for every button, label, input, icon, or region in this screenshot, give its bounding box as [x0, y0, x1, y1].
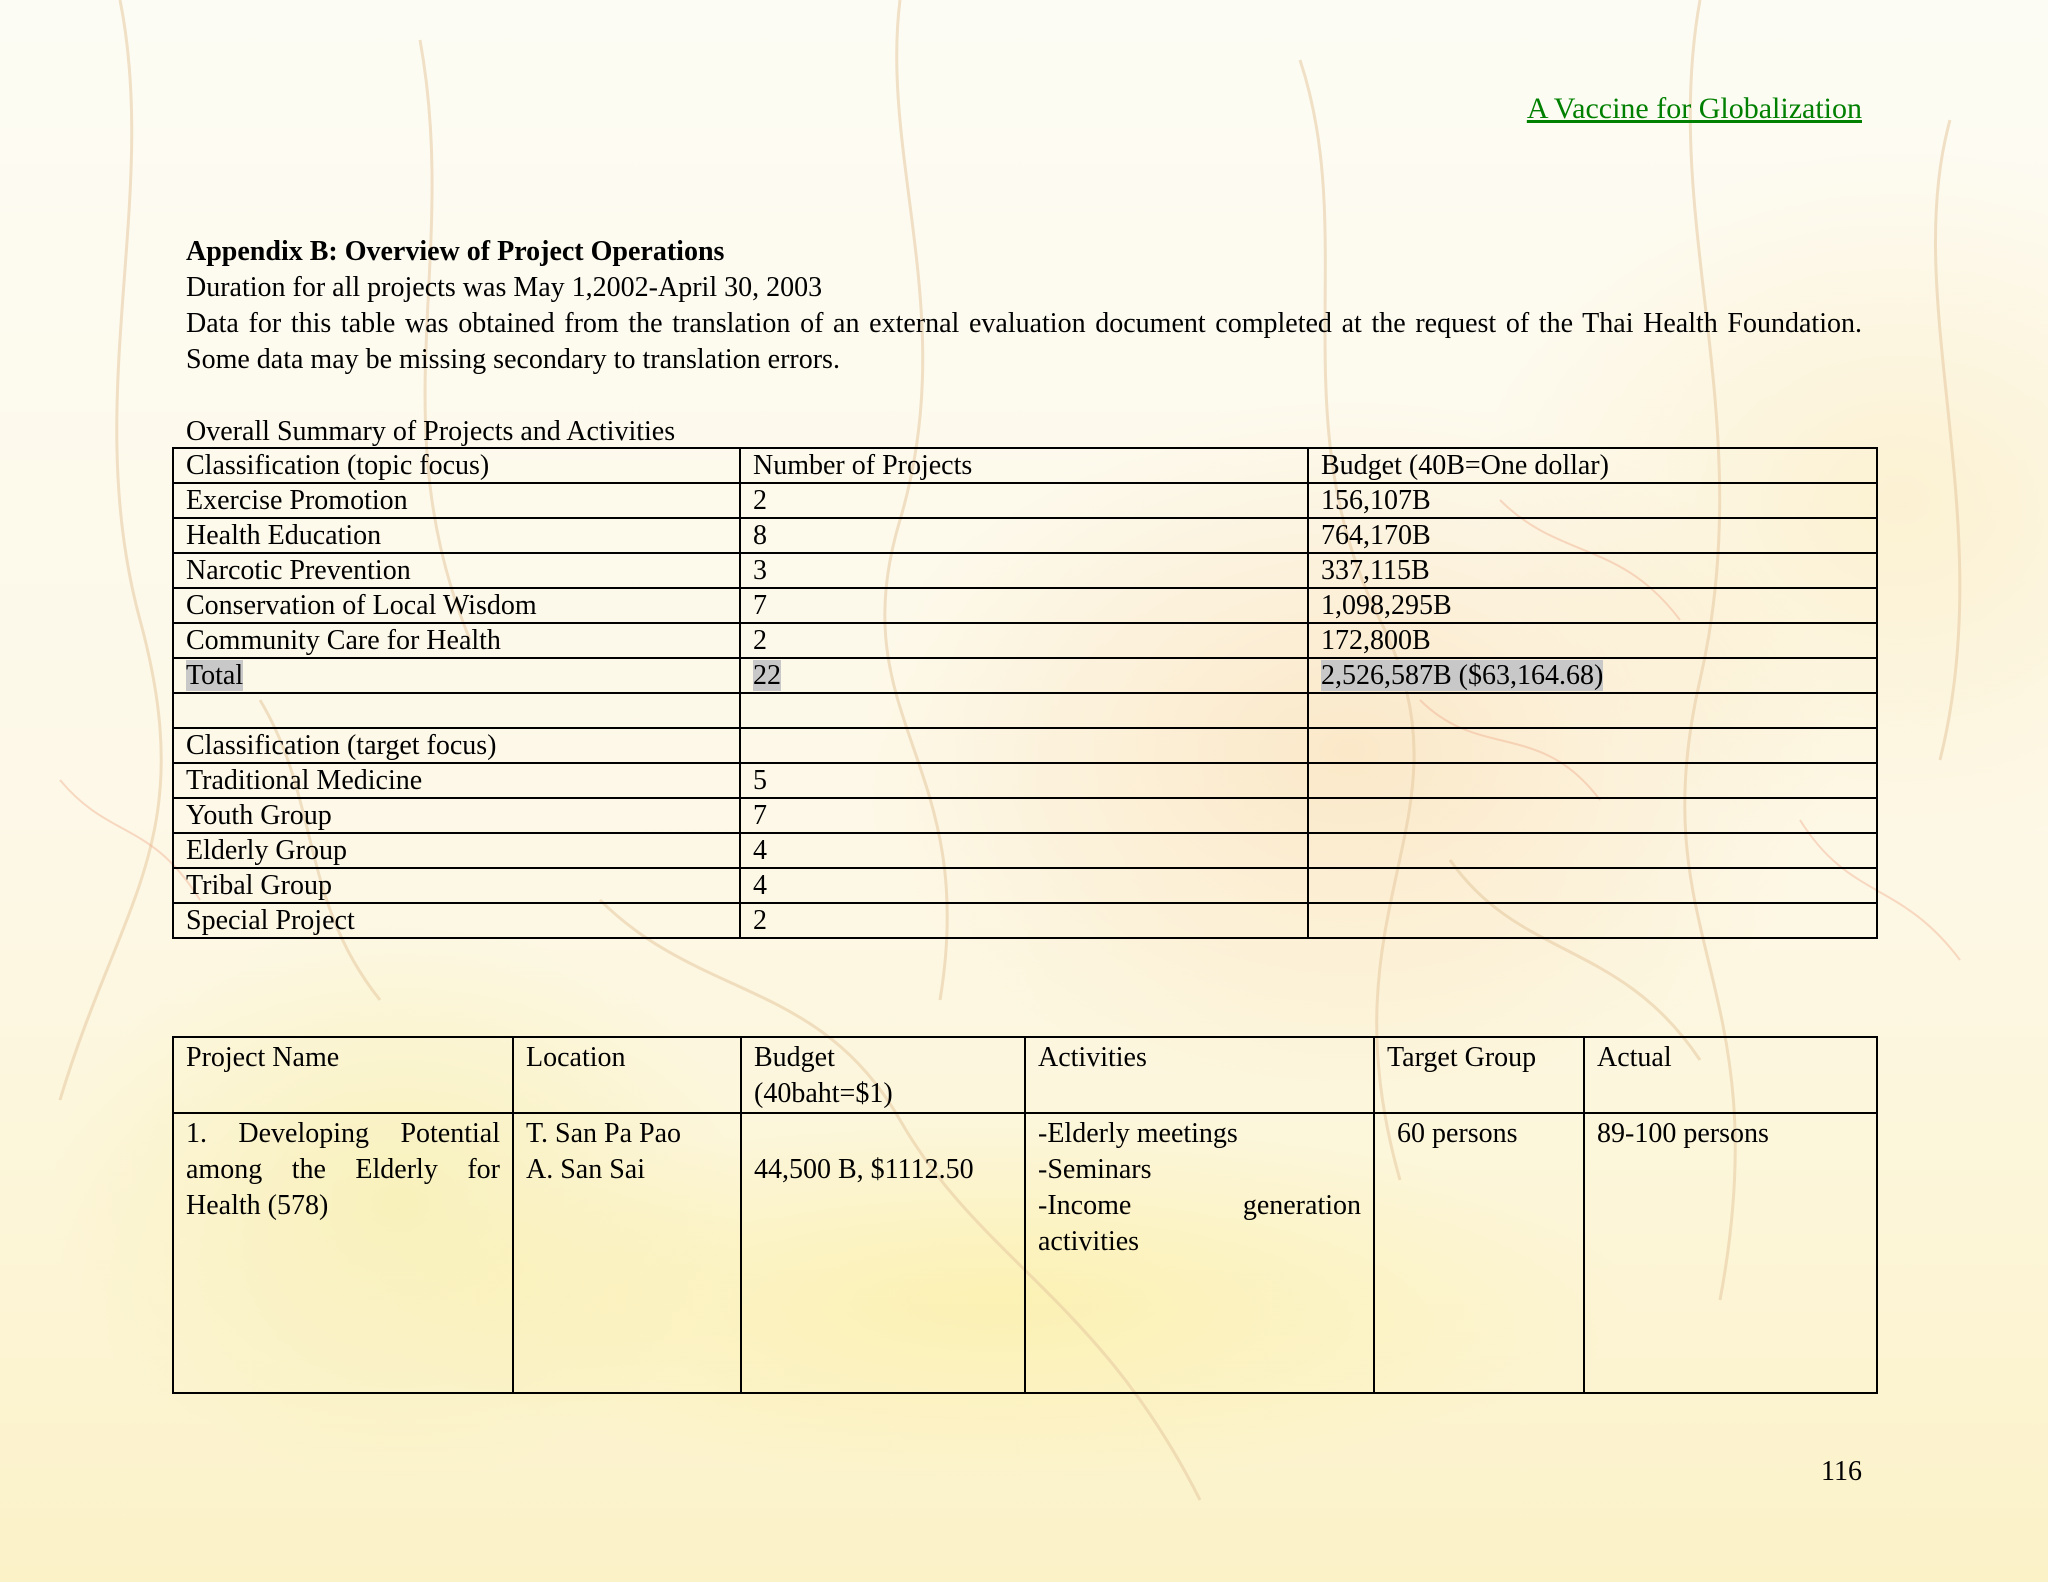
table-cell	[1308, 868, 1877, 903]
table-row	[173, 588, 1877, 623]
project-name-cell: 1. Developing Potential among the Elderly for Health (578)	[173, 1113, 513, 1393]
table-cell	[741, 1037, 1025, 1113]
target-header-row	[173, 728, 1877, 763]
table-row	[173, 868, 1877, 903]
empty-row	[173, 693, 1877, 728]
location-cell	[513, 1113, 741, 1393]
total-budget: 2,526,587B ($63,164.68)	[1321, 660, 1604, 691]
running-header-link[interactable]: A Vaccine for Globalization	[1526, 92, 1862, 125]
table-cell	[1308, 903, 1877, 938]
table-cell: 5	[740, 763, 1308, 798]
table-cell: Classification (topic focus)	[173, 448, 740, 483]
table-cell	[740, 658, 1308, 693]
table-cell: Community Care for Health	[173, 623, 740, 658]
project-table	[172, 1036, 1878, 1394]
activity-item: -Elderly meetings	[1038, 1118, 1238, 1149]
table-cell	[1308, 658, 1877, 693]
table-cell: Activities	[1025, 1037, 1374, 1113]
table-cell: Budget (40B=One dollar)	[1308, 448, 1877, 483]
table-cell: Tribal Group	[173, 868, 740, 903]
table-cell	[1308, 763, 1877, 798]
location-line2: A. San Sai	[526, 1154, 645, 1185]
page-number: 116	[1821, 1456, 1862, 1487]
table-cell: Location	[513, 1037, 741, 1113]
table-cell: 2	[740, 623, 1308, 658]
table-cell: 4	[740, 868, 1308, 903]
table-cell: Conservation of Local Wisdom	[173, 588, 740, 623]
table-cell: Narcotic Prevention	[173, 553, 740, 588]
table-cell	[1308, 728, 1877, 763]
total-row	[173, 658, 1877, 693]
table-cell: 7	[740, 798, 1308, 833]
table-cell: Special Project	[173, 903, 740, 938]
table-cell	[1308, 798, 1877, 833]
table-cell: Number of Projects	[740, 448, 1308, 483]
table-cell: 7	[740, 588, 1308, 623]
project-header-row	[173, 1037, 1877, 1113]
table-cell: 3	[740, 553, 1308, 588]
table-cell: Health Education	[173, 518, 740, 553]
intro-section	[186, 234, 1862, 450]
table-cell: Project Name	[173, 1037, 513, 1113]
table-cell	[1308, 693, 1877, 728]
table-row	[173, 763, 1877, 798]
table-cell: Target Group	[1374, 1037, 1584, 1113]
target-group-cell: 60 persons	[1374, 1113, 1584, 1393]
table-cell: Exercise Promotion	[173, 483, 740, 518]
actual-cell: 89-100 persons	[1584, 1113, 1877, 1393]
table-cell: 764,170B	[1308, 518, 1877, 553]
table-row	[173, 553, 1877, 588]
table-cell: Elderly Group	[173, 833, 740, 868]
table-row	[173, 483, 1877, 518]
table-row	[173, 518, 1877, 553]
activities-cell	[1025, 1113, 1374, 1393]
table-cell	[740, 728, 1308, 763]
table-cell: Youth Group	[173, 798, 740, 833]
appendix-title: Appendix B: Overview of Project Operations	[186, 236, 725, 267]
table-cell: 2	[740, 483, 1308, 518]
table-row	[173, 833, 1877, 868]
table-cell: Traditional Medicine	[173, 763, 740, 798]
total-label: Total	[186, 660, 244, 691]
summary-caption: Overall Summary of Projects and Activities	[186, 416, 676, 447]
budget-cell: 44,500 B, $1112.50	[741, 1113, 1025, 1393]
budget-header-line2: (40baht=$1)	[754, 1078, 893, 1109]
table-cell: 172,800B	[1308, 623, 1877, 658]
table-cell	[740, 693, 1308, 728]
table-cell: 2	[740, 903, 1308, 938]
table-cell	[173, 693, 740, 728]
translation-note: Data for this table was obtained from the translation of an external evaluation document completed at the request of the Thai Health Foundation. Some data may be missing secondary to translation errors.	[186, 308, 1862, 375]
table-cell: 8	[740, 518, 1308, 553]
table-cell: 4	[740, 833, 1308, 868]
table-cell	[173, 658, 740, 693]
table-row	[173, 623, 1877, 658]
total-count: 22	[753, 660, 781, 691]
summary-table	[172, 447, 1878, 939]
table-cell: Actual	[1584, 1037, 1877, 1113]
table-cell: Classification (target focus)	[173, 728, 740, 763]
table-cell	[1308, 833, 1877, 868]
table-cell: 156,107B	[1308, 483, 1877, 518]
table-row	[173, 798, 1877, 833]
location-line1: T. San Pa Pao	[526, 1118, 682, 1149]
duration-line: Duration for all projects was May 1,2002-April 30, 2003	[186, 272, 823, 303]
table-cell: 337,115B	[1308, 553, 1877, 588]
activity-item: -Income generation activities	[1038, 1190, 1361, 1257]
table-row	[173, 1113, 1877, 1393]
table-row	[173, 903, 1877, 938]
table-cell: 1,098,295B	[1308, 588, 1877, 623]
budget-header-line1: Budget	[754, 1042, 835, 1073]
activity-item: -Seminars	[1038, 1154, 1152, 1185]
summary-header-row	[173, 448, 1877, 483]
